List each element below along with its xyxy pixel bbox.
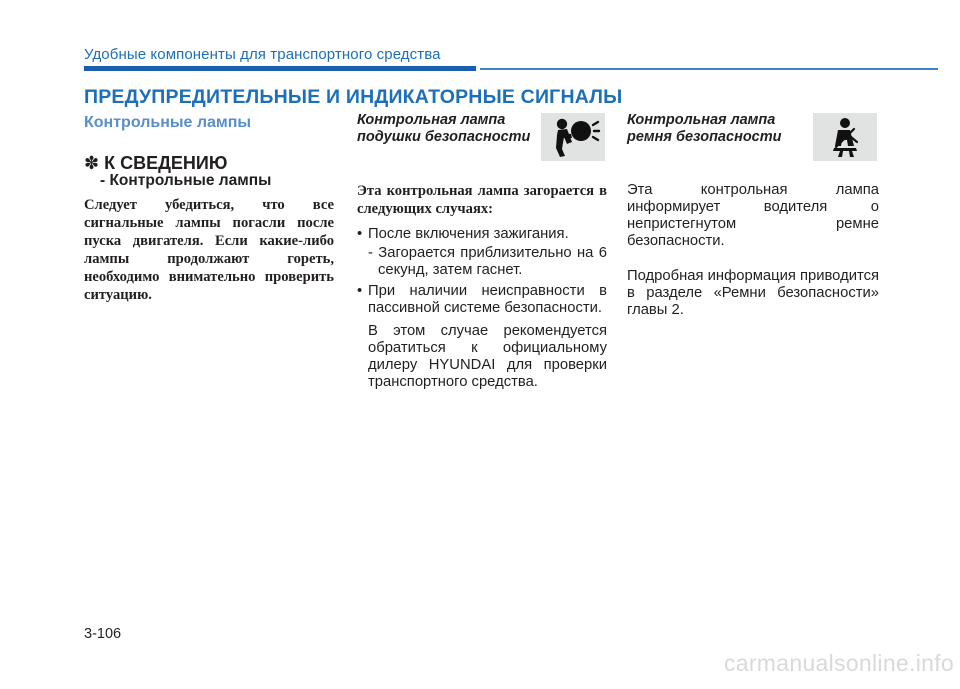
bullet-malfunction-advice: В этом случае рекомендуется обратиться к официальному дилеру HYUNDAI для проверки транспортного средства. bbox=[368, 323, 607, 390]
bullet-malfunction: При наличии неисправности в пассивной системе безопасности. bbox=[368, 283, 607, 316]
airbag-conditions-list bbox=[357, 226, 607, 391]
page-number: 3-106 bbox=[84, 626, 122, 642]
seatbelt-para-1: Эта контрольная лампа информирует водителя о непристегнутом ремне безопасности. bbox=[627, 182, 879, 249]
notice-subtitle: - Контрольные лампы bbox=[100, 172, 272, 189]
seatbelt-block-title: Контрольная лампа ремня безопасности bbox=[627, 112, 782, 145]
column-3 bbox=[627, 112, 879, 319]
header-rule-light bbox=[480, 68, 938, 70]
watermark: carmanualsonline.info bbox=[723, 650, 954, 676]
notice-body: Следует убедиться, что все сигнальные лампы погасли после пуска двигателя. Если какие-либо лампы продолжают гореть, необходимо внимательно проверить ситуацию. bbox=[84, 197, 334, 303]
seat-belt-warning-icon bbox=[813, 113, 877, 161]
page-heading: ПРЕДУПРЕДИТЕЛЬНЫЕ И ИНДИКАТОРНЫЕ СИГНАЛЫ bbox=[84, 86, 623, 108]
column-1 bbox=[84, 112, 334, 304]
bullet-ignition-sub: - Загорается приблизительно на 6 секунд, затем гаснет. bbox=[368, 245, 607, 278]
seatbelt-block-header bbox=[627, 112, 879, 182]
column-2 bbox=[357, 112, 607, 395]
notice-title: ✽ К СВЕДЕНИЮ bbox=[84, 153, 228, 173]
list-item bbox=[357, 283, 607, 391]
subhead-warning-lights: Контрольные лампы bbox=[84, 114, 252, 131]
bullet-ignition-on: После включения зажигания. bbox=[368, 226, 569, 242]
section-title: Удобные компоненты для транспортного средства bbox=[84, 46, 441, 63]
airbag-warning-icon bbox=[541, 113, 605, 161]
airbag-lead-text: Эта контрольная лампа загорается в следующих случаях: bbox=[357, 183, 607, 217]
header-rule-dark bbox=[84, 66, 476, 71]
list-item bbox=[357, 226, 607, 279]
airbag-block-title: Контрольная лампа подушки безопасности bbox=[357, 112, 531, 145]
seatbelt-para-2: Подробная информация приводится в разделе «Ремни безопасности» главы 2. bbox=[627, 268, 879, 318]
airbag-block-header bbox=[357, 112, 607, 182]
